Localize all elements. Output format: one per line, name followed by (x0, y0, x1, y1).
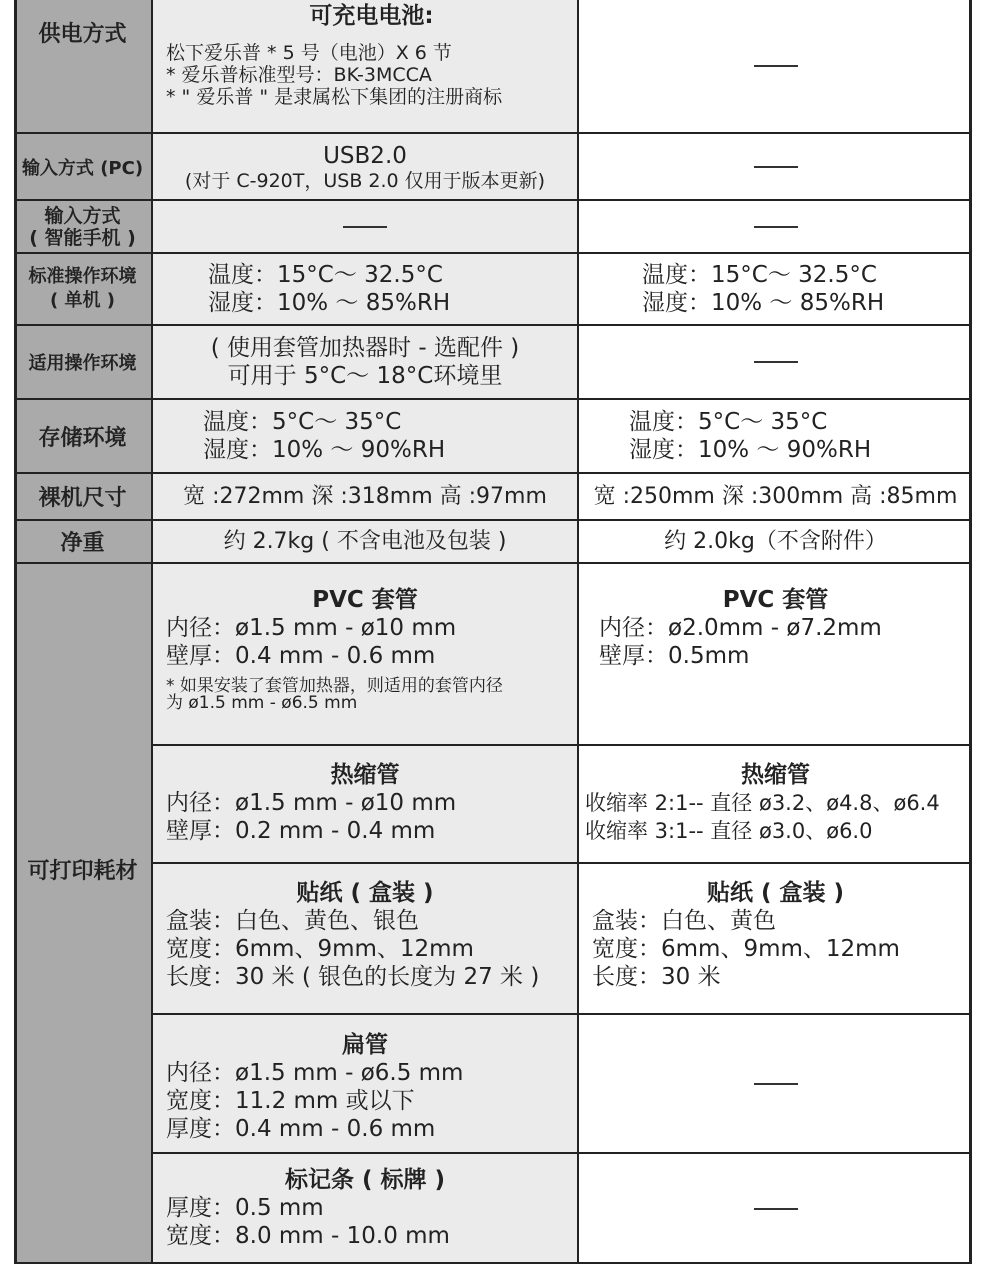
power-line: * " 爱乐普 " 是隶属松下集团的注册商标 (166, 86, 503, 108)
flat-line: 内径：ø1.5 mm - ø6.5 mm (166, 1060, 464, 1086)
dash-mark (754, 226, 798, 228)
grid-line (14, 324, 972, 326)
power-heading: 可充电电池: (309, 3, 434, 29)
sticker-line: 长度：30 米 (592, 964, 721, 990)
grid-line (151, 0, 153, 1264)
sticker-line: 宽度：6mm、9mm、12mm (166, 936, 474, 962)
input-phone-label (14, 201, 151, 252)
input-pc-right (579, 134, 972, 199)
size-label: 裸机尺寸 (14, 474, 151, 519)
std-env-line: 温度：15°C～ 32.5°C (642, 262, 877, 288)
dash-mark (754, 166, 798, 168)
input-pc-line: USB2.0 (323, 142, 407, 169)
heat-heading: 热缩管 (741, 762, 810, 788)
std-env-line: 湿度：10% ～ 85%RH (642, 290, 885, 316)
sticker-line: 长度：30 米 ( 银色的长度为 27 米 ) (166, 964, 540, 990)
marker-heading: 标记条 ( 标牌 ) (284, 1167, 446, 1193)
std-env-label-line: ( 单机 ) (50, 290, 115, 311)
heat-line: 收缩率 3:1-- 直径 ø3.0、ø6.0 (585, 819, 873, 843)
std-env-line: 温度：15°C～ 32.5°C (208, 262, 443, 288)
std-env-label-line: 标准操作环境 (28, 266, 137, 287)
storage-label: 存储环境 (14, 400, 151, 472)
power-mid (153, 0, 577, 132)
sticker-line: 盒装：白色、黄色 (592, 908, 776, 934)
sticker-right (579, 864, 972, 1013)
grid-line (969, 0, 972, 1264)
storage-mid (153, 400, 577, 472)
pvc-note: 为 ø1.5 mm - ø6.5 mm (166, 693, 358, 713)
weight-label: 净重 (14, 521, 151, 562)
input-phone-label-line: 输入方式 (44, 204, 121, 227)
flat-mid (153, 1015, 577, 1152)
pvc-line: 壁厚：0.4 mm - 0.6 mm (166, 643, 436, 669)
dash-mark (754, 65, 798, 67)
dash-mark (754, 1208, 798, 1210)
marker-line: 宽度：8.0 mm - 10.0 mm (166, 1223, 450, 1249)
grid-line (577, 0, 579, 1264)
pvc-right (579, 564, 972, 744)
grid-line (14, 398, 972, 400)
heat-heading: 热缩管 (330, 762, 400, 788)
usable-env-mid (153, 326, 577, 398)
grid-line (14, 252, 972, 254)
flat-line: 宽度：11.2 mm 或以下 (166, 1088, 415, 1114)
std-env-right (579, 254, 972, 324)
pvc-line: 壁厚：0.5mm (599, 643, 750, 669)
flat-heading: 扁管 (342, 1032, 388, 1058)
grid-line (14, 132, 972, 134)
usable-env-line: ( 使用套管加热器时 - 选配件 ) (210, 335, 520, 361)
sticker-line: 宽度：6mm、9mm、12mm (592, 936, 900, 962)
heat-line: 收缩率 2:1-- 直径 ø3.2、ø4.8、ø6.4 (585, 791, 940, 815)
storage-line: 湿度：10% ～ 90%RH (203, 437, 446, 463)
heat-line: 内径：ø1.5 mm - ø10 mm (166, 790, 457, 816)
std-env-label (14, 254, 151, 324)
std-env-mid (153, 254, 577, 324)
grid-line (151, 862, 972, 864)
pvc-heading: PVC 套管 (312, 587, 418, 613)
dash-mark (754, 361, 798, 363)
size-right (579, 474, 972, 519)
std-env-line: 湿度：10% ～ 85%RH (208, 290, 451, 316)
weight-value: 约 2.7kg ( 不含电池及包装 ) (223, 528, 507, 554)
usable-env-line: 可用于 5°C～ 18°C环境里 (227, 363, 503, 389)
grid-line (14, 1262, 972, 1264)
size-value: 宽 :250mm 深 :300mm 高 :85mm (593, 483, 958, 509)
sticker-line: 盒装：白色、黄色、银色 (166, 908, 419, 934)
marker-line: 厚度：0.5 mm (166, 1195, 324, 1221)
consumables-label: 可打印耗材 (14, 564, 151, 1264)
storage-right (579, 400, 972, 472)
sticker-heading: 贴纸 ( 盒装 ) (296, 880, 434, 906)
weight-value: 约 2.0kg（不含附件） (664, 528, 887, 554)
power-label: 供电方式 (14, 0, 151, 132)
input-pc-label: 输入方式 (PC) (14, 134, 151, 199)
flat-right (579, 1015, 972, 1152)
flat-line: 厚度：0.4 mm - 0.6 mm (166, 1116, 436, 1142)
marker-mid (153, 1154, 577, 1264)
pvc-line: 内径：ø1.5 mm - ø10 mm (166, 615, 457, 641)
grid-line (151, 1013, 972, 1015)
weight-mid (153, 521, 577, 562)
power-line: * 爱乐普标准型号：BK-3MCCA (166, 64, 432, 86)
pvc-heading: PVC 套管 (722, 587, 829, 613)
grid-line (14, 199, 972, 201)
grid-line (151, 744, 972, 746)
size-value: 宽 :272mm 深 :318mm 高 :97mm (183, 483, 547, 509)
grid-line (14, 519, 972, 521)
storage-line: 湿度：10% ～ 90%RH (629, 437, 872, 463)
usable-env-label: 适用操作环境 (14, 326, 151, 398)
grid-line (14, 0, 17, 1264)
pvc-line: 内径：ø2.0mm - ø7.2mm (599, 615, 882, 641)
spec-table (14, 0, 972, 1264)
input-pc-line: (对于 C-920T，USB 2.0 仅用于版本更新) (184, 169, 546, 192)
heat-mid (153, 746, 577, 862)
pvc-note: * 如果安装了套管加热器，则适用的套管内径 (166, 676, 503, 696)
power-line: 松下爱乐普 * 5 号（电池）X 6 节 (166, 42, 452, 64)
dash-mark (754, 1083, 798, 1085)
weight-right (579, 521, 972, 562)
grid-line (14, 472, 972, 474)
heat-line: 壁厚：0.2 mm - 0.4 mm (166, 818, 436, 844)
usable-env-right (579, 326, 972, 398)
input-pc-mid (153, 134, 577, 199)
sticker-heading: 贴纸 ( 盒装 ) (706, 880, 845, 906)
storage-line: 温度：5°C～ 35°C (629, 409, 828, 435)
sticker-mid (153, 864, 577, 1013)
dash-mark (343, 226, 387, 228)
grid-line (14, 562, 972, 564)
size-mid (153, 474, 577, 519)
marker-right (579, 1154, 972, 1264)
input-phone-label-line: ( 智能手机 ) (29, 226, 136, 249)
input-phone-right (579, 201, 972, 252)
power-right (579, 0, 972, 132)
pvc-mid (153, 564, 577, 744)
input-phone-mid (153, 201, 577, 252)
heat-right (579, 746, 972, 862)
storage-line: 温度：5°C～ 35°C (203, 409, 402, 435)
grid-line (151, 1152, 972, 1154)
